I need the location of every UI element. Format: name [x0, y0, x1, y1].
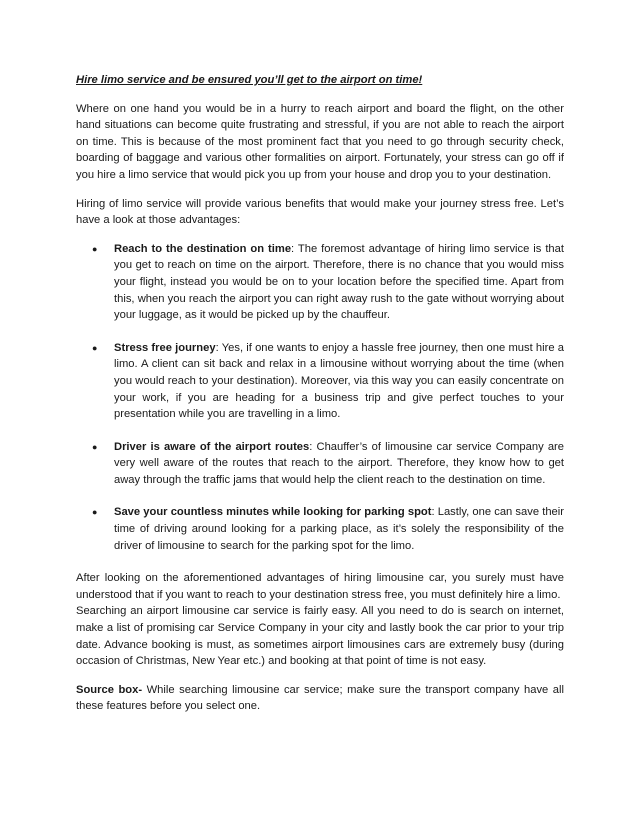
advantages-intro-paragraph: Hiring of limo service will provide various benefits that would make your journey stress free. Let’s have a look at those advantages: — [76, 197, 564, 227]
bullet-dot-icon: ● — [92, 441, 98, 452]
document-title: Hire limo service and be ensured you’ll get to the airport on time! — [76, 74, 423, 86]
advantages-list — [76, 241, 564, 555]
advantage-heading: Driver is aware of the airport routes — [114, 440, 310, 453]
advantage-text: : The foremost advantage of hiring limo service is that you get to reach on time on the airport. Therefore, there is no chance that you would miss your flight, instead you would be on to your location before the specified time. Apart from this, when you reach the airport you can right away rush to the gate without worrying about your luggage, as it would be picked up by the chauffeur. — [114, 242, 564, 322]
list-item — [76, 439, 564, 489]
intro-paragraph: Where on one hand you would be in a hurry to reach airport and board the flight, on the other hand situations can become quite frustrating and stressful, if you are not able to reach the airport on time. This is because of the most prominent fact that you need to go through security check, boarding of baggage and various other formalities on airport. Fortunately, your stress can go off if you hire a limo service that would pick you up from your house and drop you to your destination. — [76, 102, 564, 181]
advantage-heading: Save your countless minutes while looking for parking spot — [114, 506, 432, 519]
conclusion-paragraph-1: After looking on the aforementioned advantages of hiring limousine car, you surely must have understood that if you want to reach to your destination stress free, you must definitely hire a limo. — [76, 572, 564, 601]
advantage-heading: Stress free journey — [114, 341, 216, 354]
advantage-text: : Yes, if one wants to enjoy a hassle free journey, then one must hire a limo. A client can sit back and relax in a limousine without worrying about the time (when you would reach to your destination). Moreover, via this way you can easily concentrate on your work, if you are heading for a business trip and give perfect touches to your presentation while you are travelling in a limo. — [114, 341, 564, 421]
source-box-text: While searching limousine car service; make sure the transport company have all these features before you select one. — [76, 683, 564, 713]
document-page — [76, 72, 564, 727]
advantage-heading: Reach to the destination on time — [114, 242, 292, 255]
list-item — [76, 504, 564, 554]
list-item — [76, 241, 564, 324]
bullet-dot-icon: ● — [92, 243, 98, 254]
advantage-text: : Lastly, one can save their time of driving around looking for a parking place, as it’s solely the responsibility of the driver of limousine to search for the parking spot for the limo. — [114, 506, 564, 552]
bullet-dot-icon: ● — [92, 507, 98, 518]
conclusion-paragraph-2: Searching an airport limousine car service is fairly easy. All you need to do is search on internet, make a list of promising car Service Company in your city and lastly book the car prior to your trip date. Advance booking is must, as sometimes airport limousines cars are extremely busy (during occasion of Christmas, New Year etc.) and booking at that point of time is not easy. — [76, 605, 564, 668]
source-box-label: Source box- — [76, 683, 143, 696]
bullet-dot-icon: ● — [92, 342, 98, 353]
source-box-paragraph — [76, 682, 564, 715]
advantage-text: : Chauffer’s of limousine car service Company are very well aware of the routes that reach to the airport. Therefore, they know how to get away through the traffic jams that would help the client reach to the destination on time. — [114, 440, 564, 486]
list-item — [76, 340, 564, 423]
